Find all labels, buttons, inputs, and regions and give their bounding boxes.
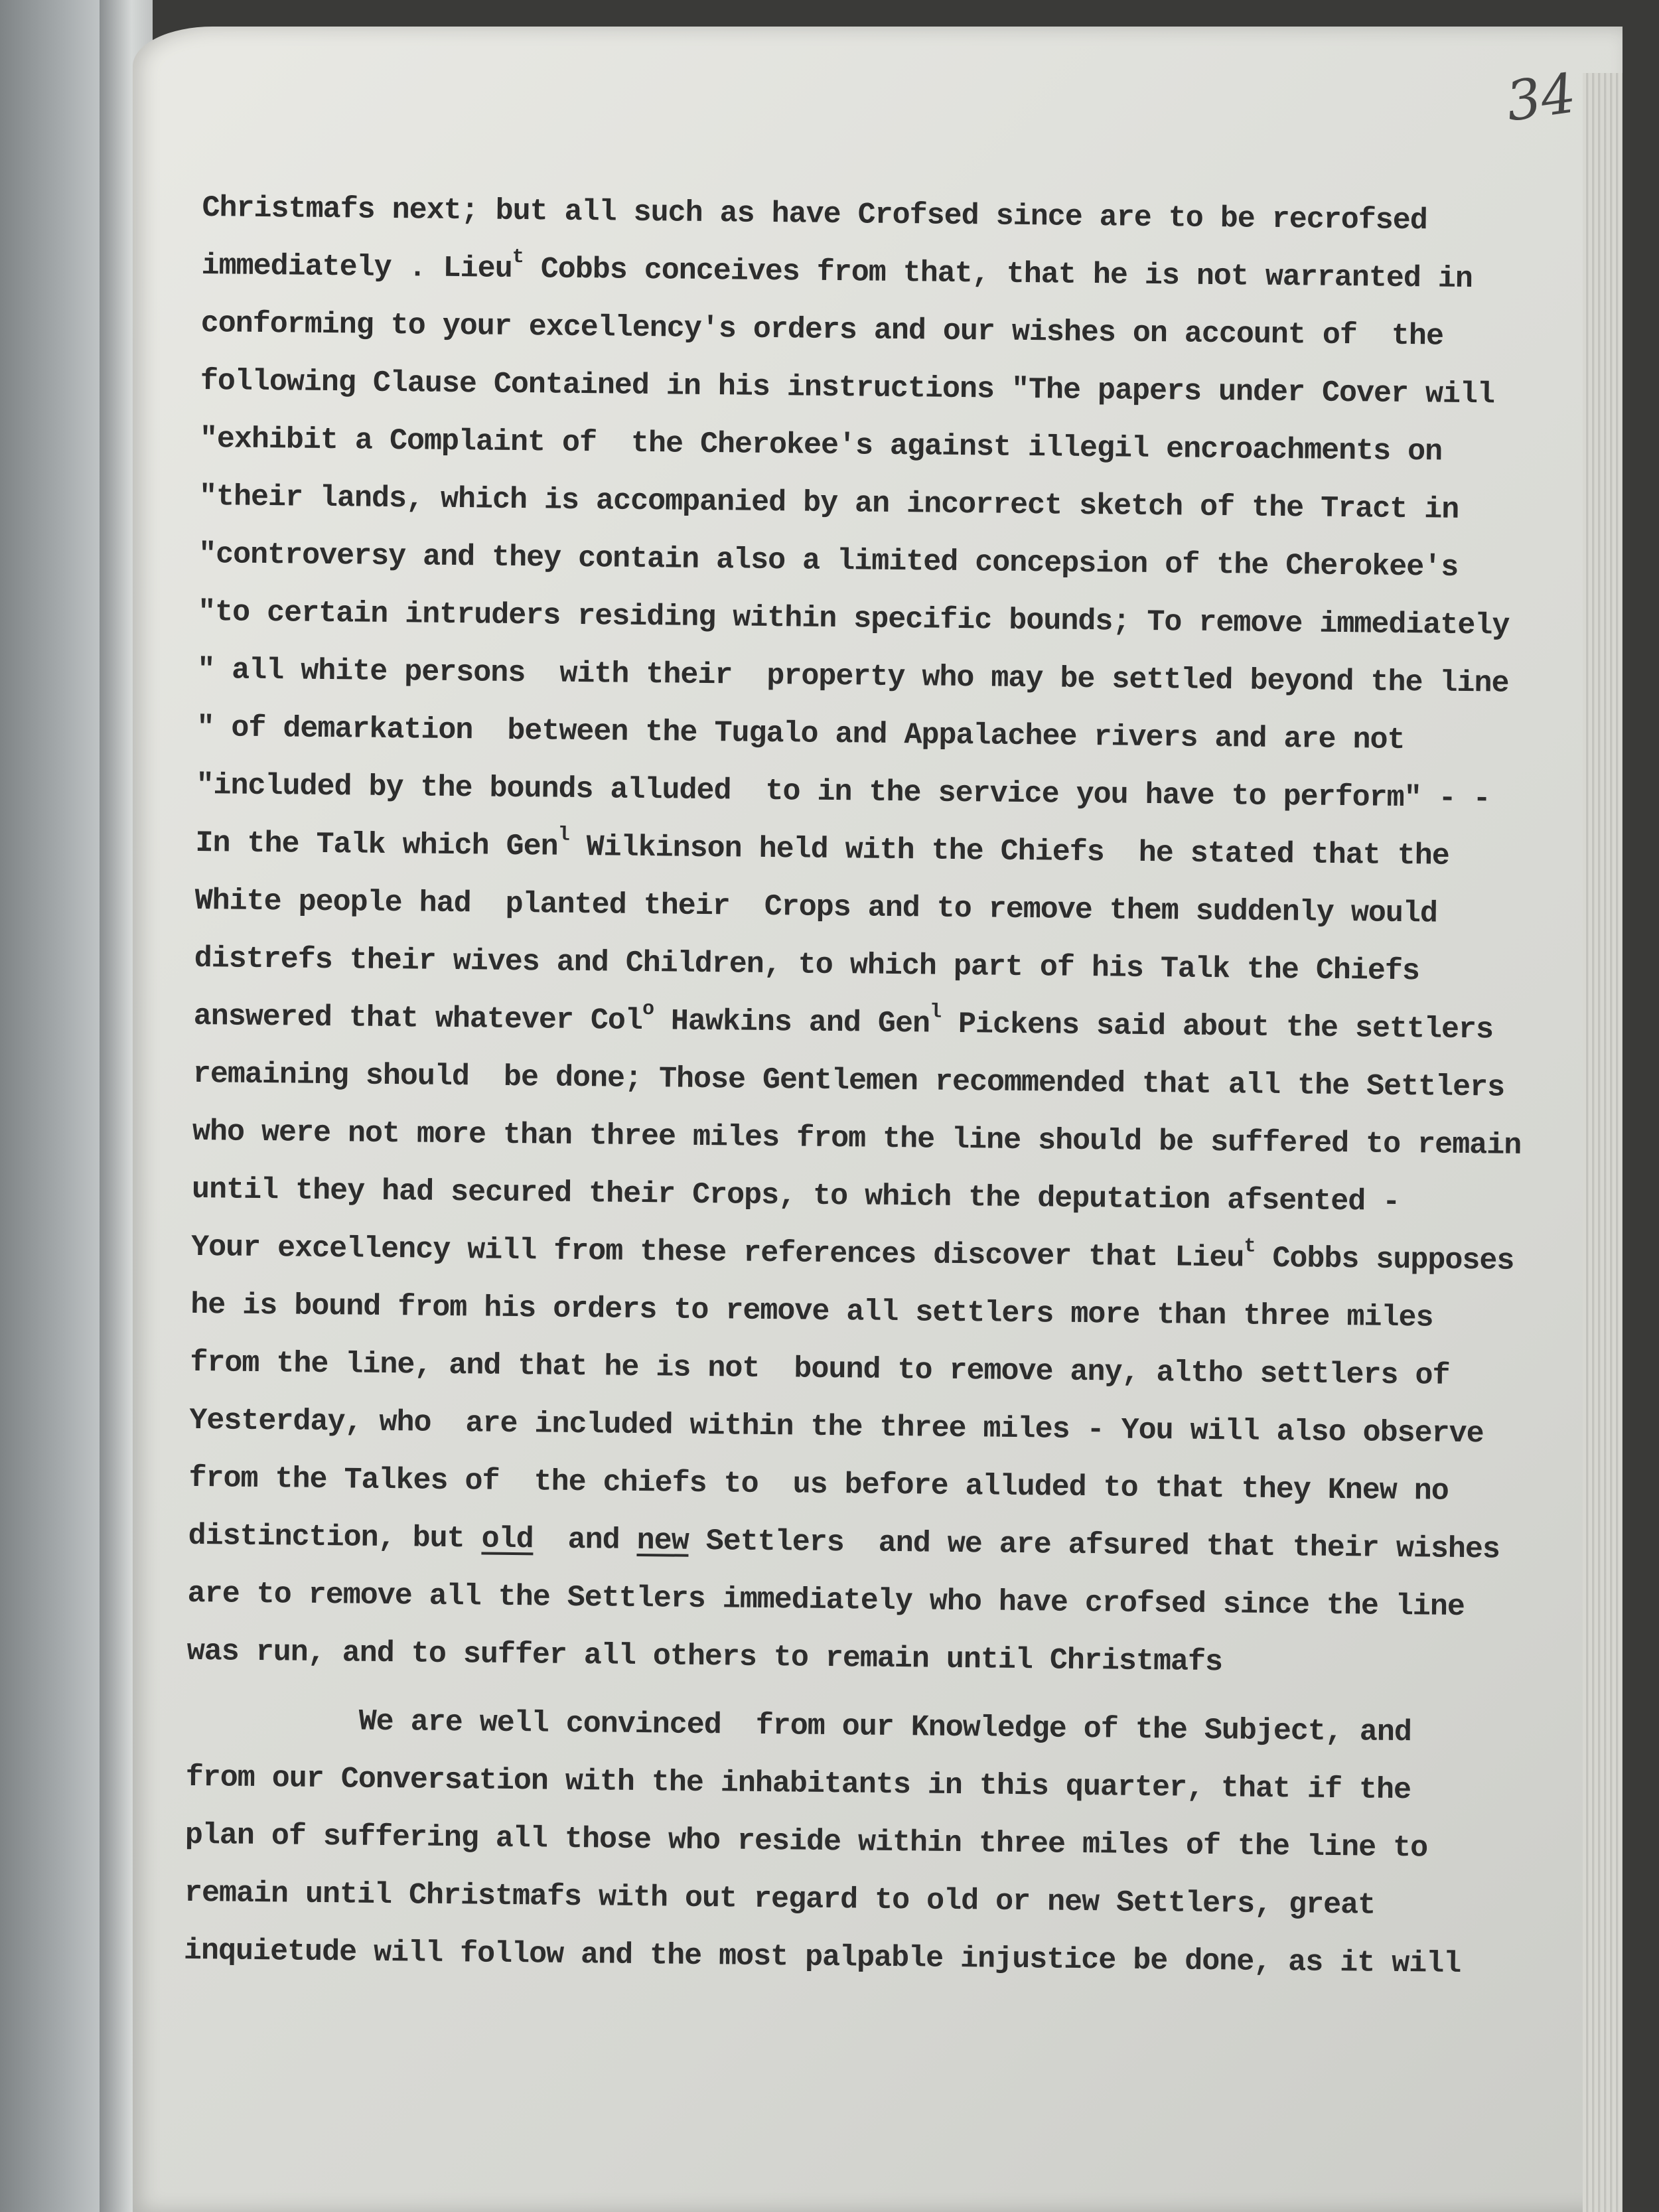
text-line: White people had planted their Crops and to remove them suddenly would — [194, 883, 1438, 931]
text-line: In the Talk which Gen$^l$ Wilkinson held with the Chiefs he stated that the — [195, 824, 1450, 873]
superscript: o — [642, 998, 654, 1021]
underlined-word: old — [481, 1522, 534, 1557]
text-line: "controversy and they contain also a limited concepsion of the Cherokee's — [198, 537, 1459, 585]
text-line: conforming to your excellency's orders and our wishes on account of the — [200, 306, 1444, 354]
text-line: from the Talkes of the chiefs to us before alluded to that they Knew no — [188, 1461, 1449, 1509]
text-line: following Clause Contained in his instructions "The papers under Cover will — [200, 364, 1495, 412]
text-line: he is bound from his orders to remove all settlers more than three miles — [190, 1288, 1433, 1335]
paragraph-first-line: We are well convinced from our Knowledge of the Subject, and — [358, 1704, 1412, 1750]
text-line: from the line, and that he is not bound to remove any, altho settlers of — [190, 1345, 1450, 1393]
typed-text-body — [184, 179, 1530, 1994]
text-line: immediately . Lieu$^t$ Cobbs conceives from that, that he is not warranted in — [201, 246, 1473, 297]
text-line: plan of suffering all those who reside within three miles of the line to — [184, 1818, 1428, 1866]
superscript: l — [929, 1001, 942, 1024]
text-line: distinction, but old and new Settlers and we are afsured that their wishes — [188, 1518, 1500, 1567]
text-line: from our Conversation with the inhabitants in this quarter, that if the — [185, 1760, 1411, 1808]
text-line: "included by the bounds alluded to in the service you have to perform" - - — [196, 768, 1490, 816]
text-line: Your excellency will from these references discover that Lieu$^t$ Cobbs supposes — [190, 1230, 1514, 1278]
text-line: Christmafs next; but all such as have Crofsed since are to be recrofsed — [202, 190, 1428, 238]
text-line: distrefs their wives and Children, to which part of his Talk the Chiefs — [194, 941, 1420, 989]
underlined-word: new — [636, 1523, 689, 1558]
text-line: until they had secured their Crops, to which the deputation afsented - — [191, 1172, 1400, 1219]
text-line: "exhibit a Complaint of the Cherokee's against illegil encroachments on — [199, 421, 1443, 469]
text-line: remaining should be done; Those Gentlemen recommended that all the Settlers — [192, 1057, 1505, 1105]
text-line: Yesterday, who are included within the three miles - You will also observe — [189, 1403, 1484, 1451]
text-line: who were not more than three miles from the line should be suffered to remain — [192, 1114, 1522, 1163]
superscript: t — [512, 246, 524, 269]
superscript: t — [1244, 1235, 1256, 1258]
text-line: are to remove all the Settlers immediately who have crofsed since the line — [187, 1576, 1465, 1625]
text-line: was run, and to suffer all others to remain until Christmafs — [186, 1634, 1223, 1680]
text-line: "their lands, which is accompanied by an incorrect sketch of the Tract in — [198, 479, 1459, 527]
text-line: "to certain intruders residing within specific bounds; To remove immediately — [197, 595, 1510, 643]
page-stack-edges — [1583, 73, 1623, 2212]
page-number: 34 — [1502, 62, 1580, 134]
text-line: " of demarkation between the Tugalo and Appalachee rivers and are not — [196, 710, 1405, 758]
superscript: l — [557, 824, 569, 847]
text-line: inquietude will follow and the most palpable injustice be done, as it will — [183, 1933, 1461, 1982]
text-line: remain until Christmafs with out regard to old or new Settlers, great — [184, 1876, 1376, 1923]
text-line: " all white persons with their property who may be settled beyond the line — [196, 652, 1509, 701]
text-line: answered that whatever Col$^o$ Hawkins and Gen$^l$ Pickens said about the settlers — [193, 998, 1494, 1047]
